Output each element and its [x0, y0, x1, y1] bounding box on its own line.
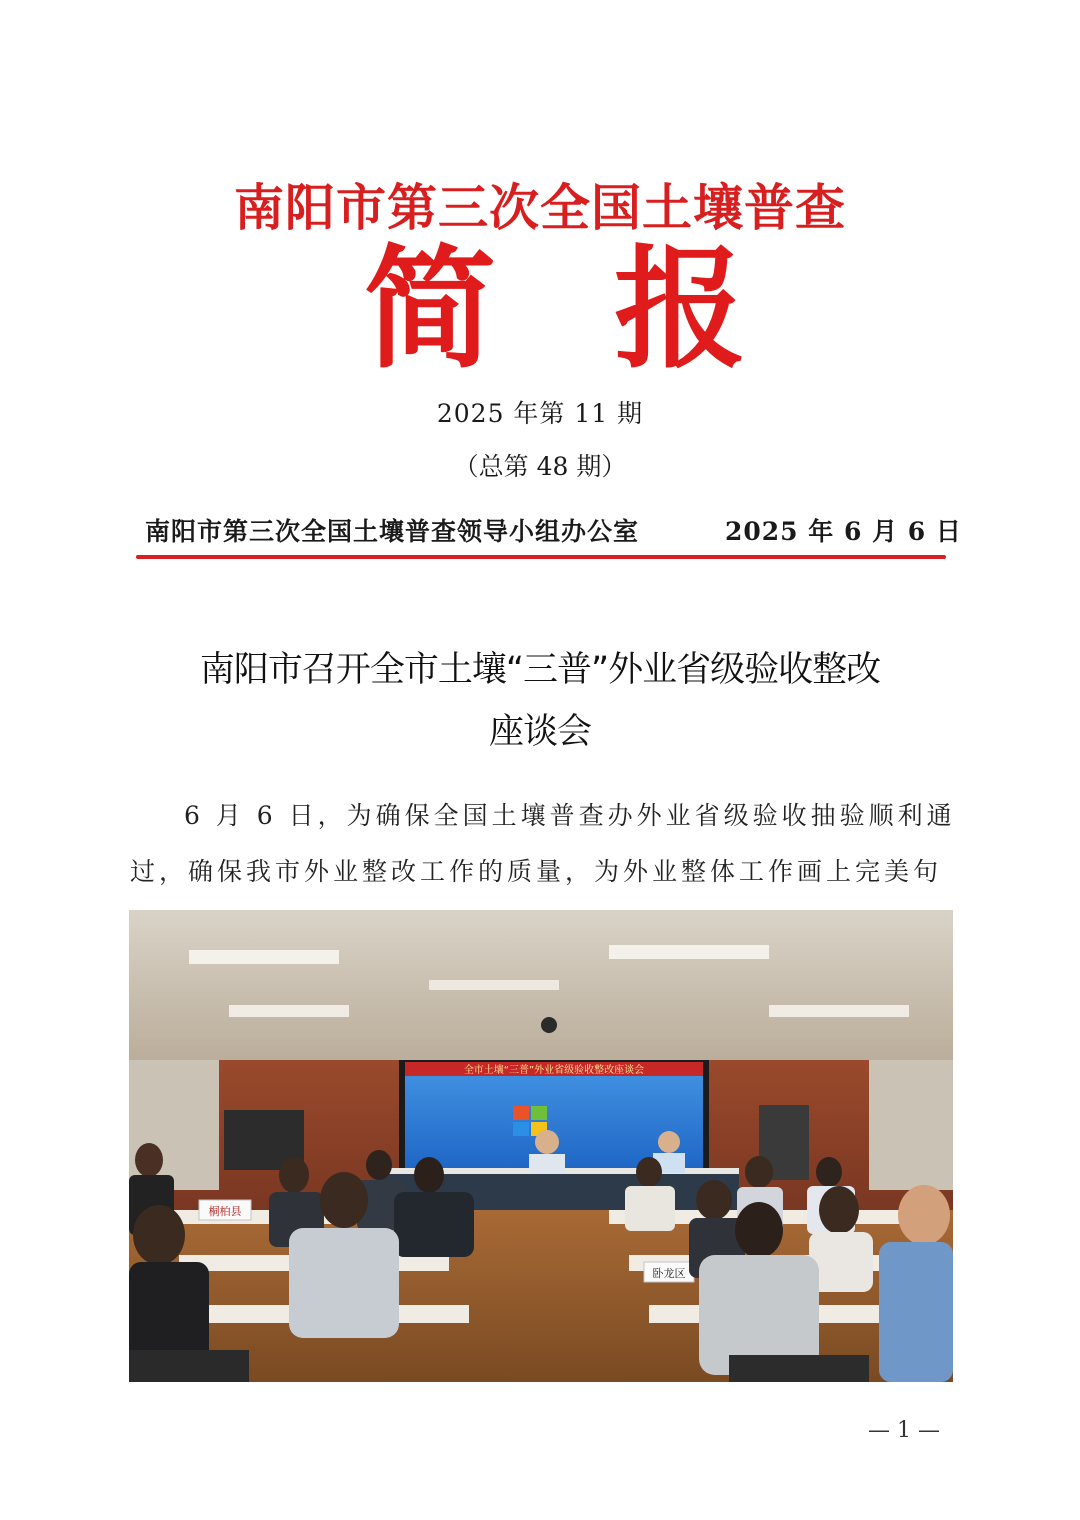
article-paragraph-line1: 6 月 6 日，为确保全国土壤普查办外业省级验收抽验顺利通: [184, 801, 956, 830]
meeting-photo: [129, 910, 953, 1382]
issue-number: 2025 年第 11 期: [436, 399, 644, 428]
issue-total: （总第 48 期）: [453, 452, 627, 481]
name-card-1: 桐柏县: [208, 1205, 242, 1218]
masthead-org-title: 南阳市第三次全国土壤普查: [234, 178, 846, 237]
article-headline-line1: 南阳市召开全市土壤“三普”外业省级验收整改: [199, 650, 881, 690]
article-headline-line2: 座谈会: [488, 712, 591, 752]
masthead-brief-char-1: 简: [364, 232, 496, 387]
page-number: — 1 —: [868, 1418, 940, 1443]
masthead-brief-char-2: 报: [614, 232, 746, 387]
office-date: 2025 年 6 月 6 日: [725, 517, 962, 546]
name-card-2: 卧龙区: [652, 1267, 686, 1280]
screen-banner: 全市土壤“三普”外业省级验收整改座谈会: [463, 1065, 645, 1076]
office-name: 南阳市第三次全国土壤普查领导小组办公室: [145, 517, 640, 546]
article-paragraph-line2: 过，确保我市外业整改工作的质量，为外业整体工作画上完美句: [130, 857, 943, 886]
masthead-red-rule: [136, 555, 946, 559]
